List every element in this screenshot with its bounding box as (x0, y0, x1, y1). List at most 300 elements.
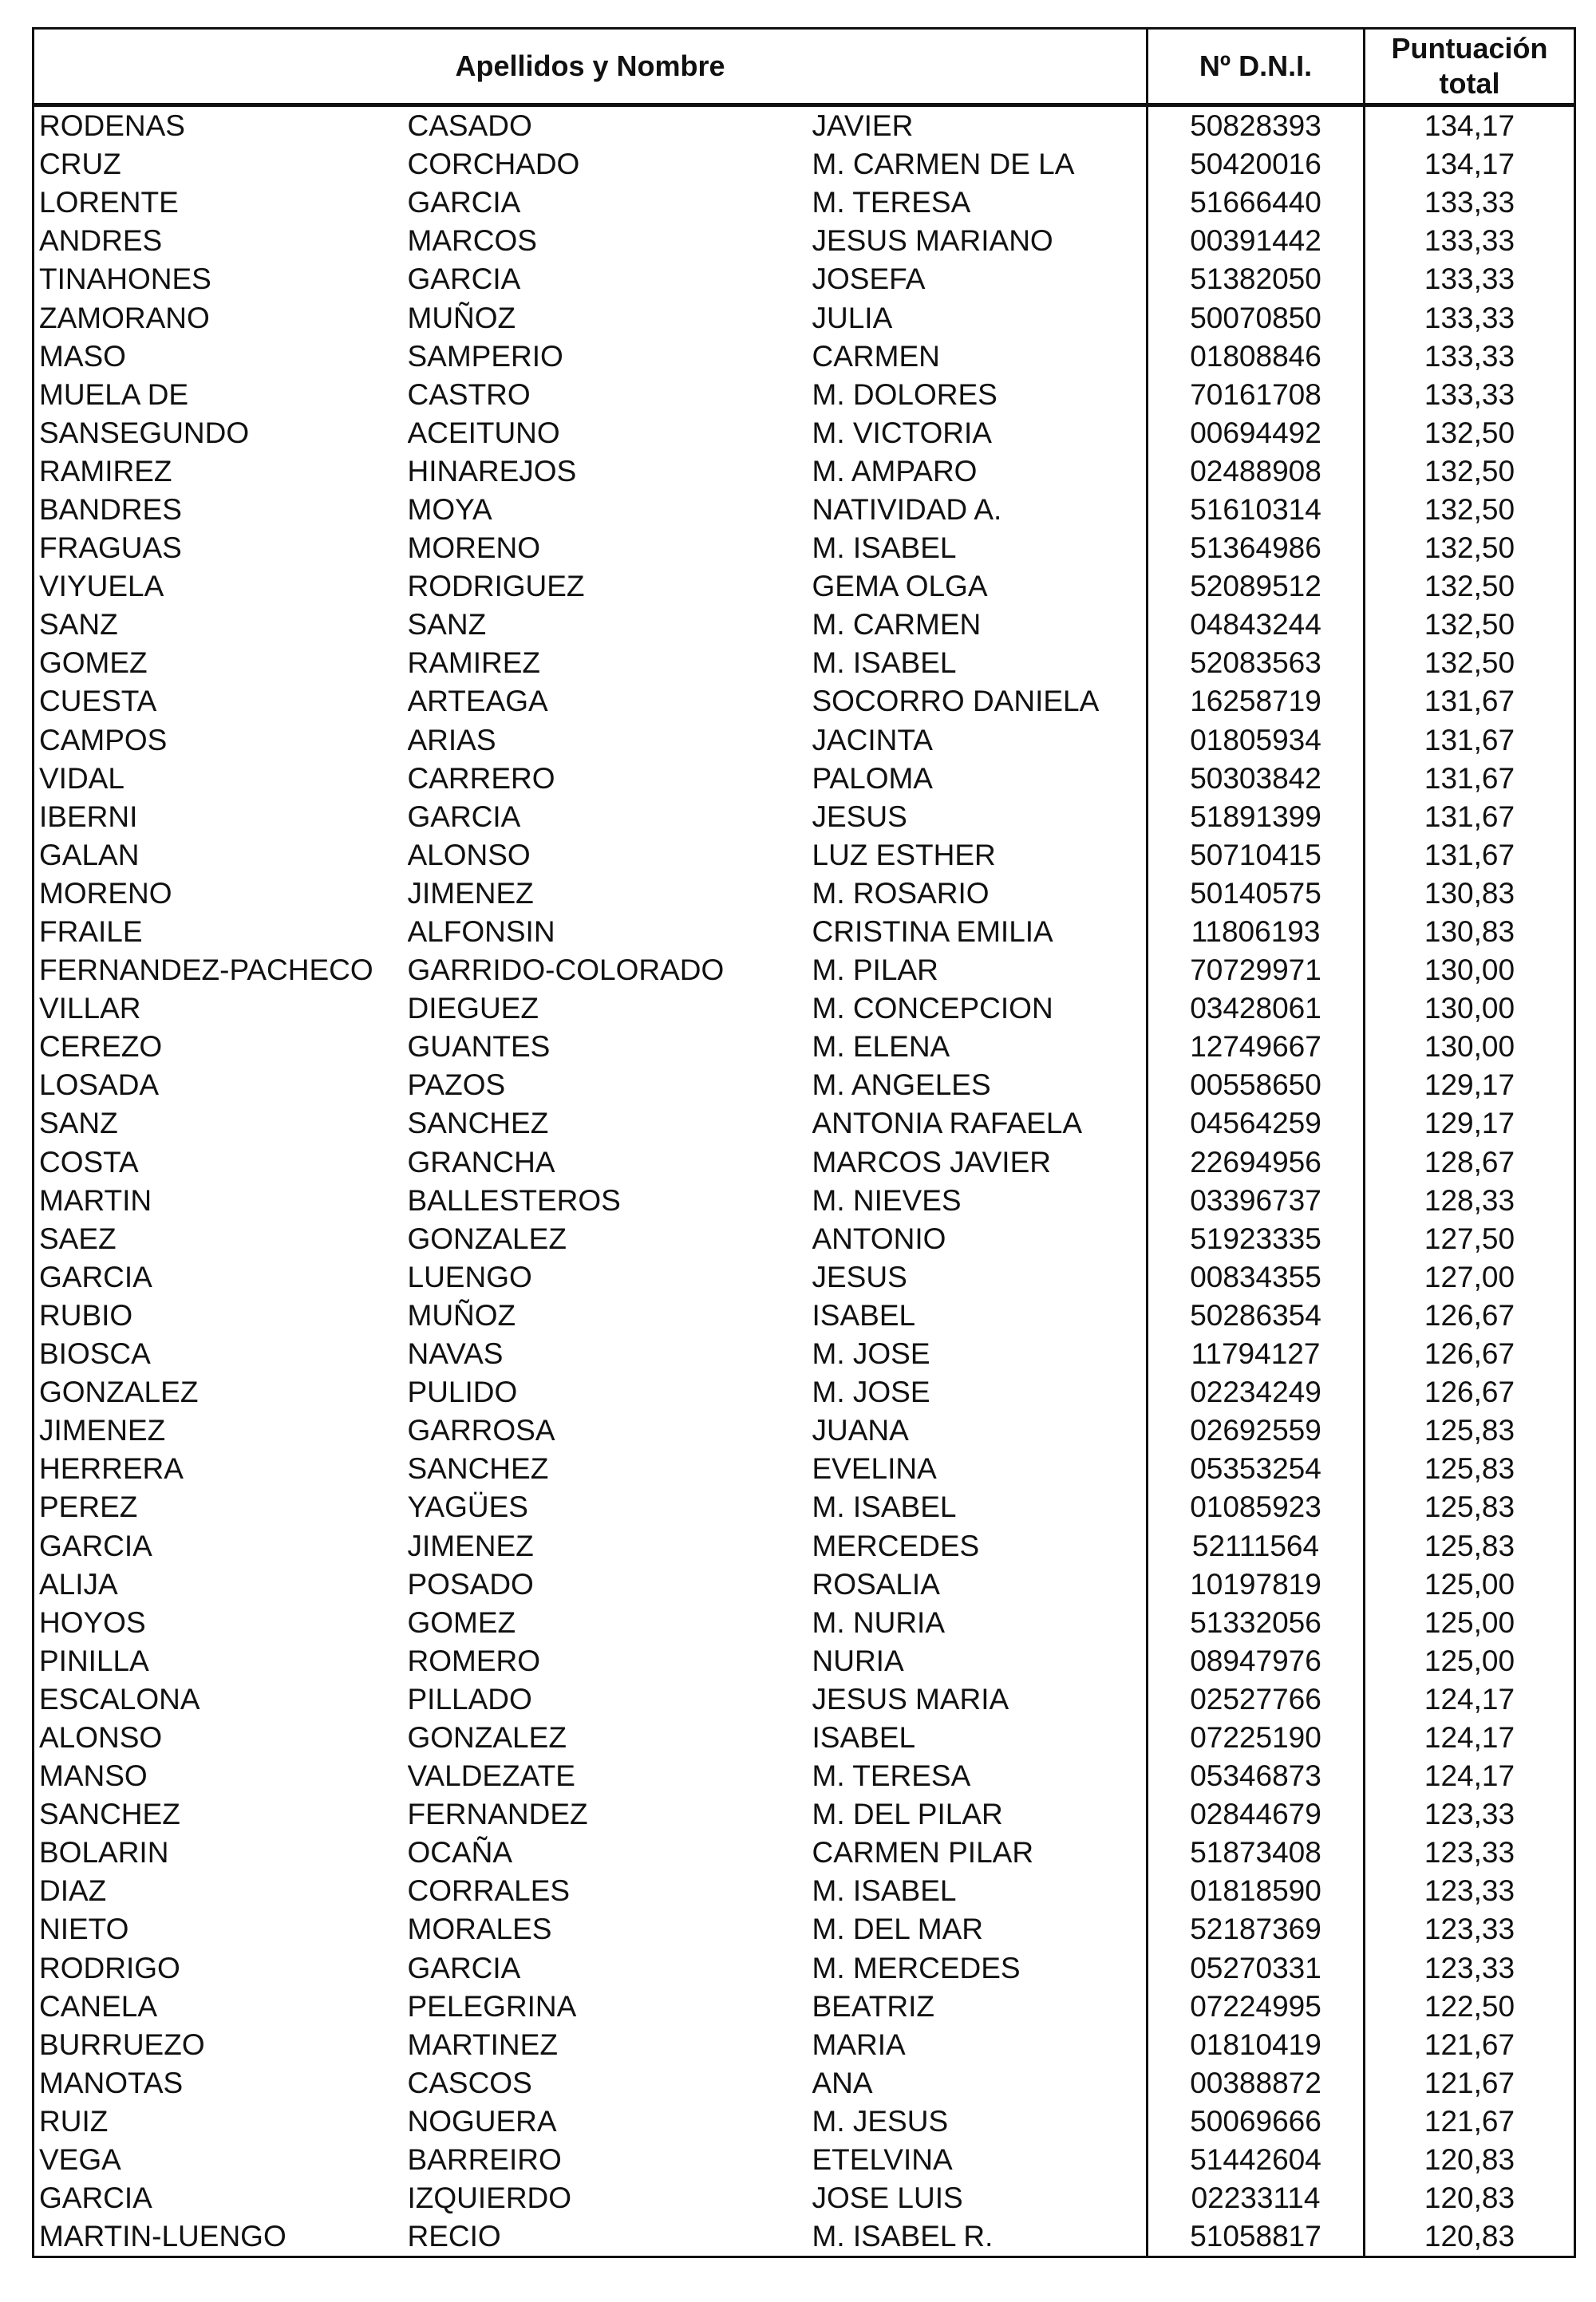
cell-nombre: M. CARMEN (812, 606, 1148, 644)
cell-apellido1: CAMPOS (34, 721, 408, 760)
cell-dni: 08947976 (1148, 1642, 1365, 1680)
cell-apellido2: JIMENEZ (407, 1529, 534, 1562)
cell-dni: 50420016 (1148, 145, 1365, 184)
cell-apellido1: VEGA (34, 2141, 408, 2179)
cell-puntuacion: 120,83 (1365, 2179, 1575, 2217)
table-row (34, 491, 1575, 529)
table-row (34, 875, 1575, 913)
cell-dni: 07225190 (1148, 1719, 1365, 1757)
cell-nombre: M. ELENA (812, 1028, 1148, 1066)
cell-puntuacion: 122,50 (1365, 1988, 1575, 2026)
cell-puntuacion: 121,67 (1365, 2064, 1575, 2103)
cell-nombre: M. DEL PILAR (812, 1795, 1148, 1834)
cell-apellido2: SAMPERIO (407, 339, 563, 373)
table-row (34, 1373, 1575, 1412)
table-row (34, 222, 1575, 260)
cell-dni: 50070850 (1148, 298, 1365, 337)
header-score-line2: total (1439, 67, 1500, 100)
cell-apellido1: TINAHONES (34, 260, 408, 298)
cell-puntuacion: 128,67 (1365, 1143, 1575, 1182)
cell-apellido1: VILLAR (34, 989, 408, 1028)
cell-apellido2: ARIAS (407, 723, 496, 756)
cell-apellido1: RODRIGO (34, 1949, 408, 1988)
cell-puntuacion: 125,83 (1365, 1488, 1575, 1526)
cell-apellido1: LORENTE (34, 184, 408, 222)
cell-apellido1: PEREZ (34, 1488, 408, 1526)
cell-dni: 50286354 (1148, 1297, 1365, 1335)
cell-apellido2: DIEGUEZ (407, 992, 539, 1025)
cell-apellido1: COSTA (34, 1143, 408, 1182)
cell-nombre: NATIVIDAD A. (812, 491, 1148, 529)
table-row (34, 2064, 1575, 2103)
cell-apellido1: MANOTAS (34, 2064, 408, 2103)
cell-puntuacion: 121,67 (1365, 2026, 1575, 2064)
cell-nombre: CRISTINA EMILIA (812, 913, 1148, 951)
cell-nombre: JULIA (812, 298, 1148, 337)
cell-apellido1: SANZ (34, 1104, 408, 1143)
cell-apellido2: POSADO (407, 1567, 534, 1601)
cell-dni: 01805934 (1148, 721, 1365, 760)
cell-apellido2: MUÑOZ (407, 301, 516, 334)
cell-nombre: M. AMPARO (812, 452, 1148, 491)
cell-dni: 51332056 (1148, 1604, 1365, 1642)
cell-nombre: M. MERCEDES (812, 1949, 1148, 1988)
cell-puntuacion: 130,00 (1365, 1028, 1575, 1066)
cell-puntuacion: 126,67 (1365, 1335, 1575, 1373)
cell-apellido2: ACEITUNO (407, 416, 560, 449)
cell-dni: 52187369 (1148, 1910, 1365, 1949)
cell-dni: 52083563 (1148, 644, 1365, 682)
cell-nombre: M. ANGELES (812, 1066, 1148, 1104)
table-row (34, 1028, 1575, 1066)
cell-nombre: CARMEN PILAR (812, 1834, 1148, 1872)
cell-puntuacion: 123,33 (1365, 1910, 1575, 1949)
table-header (34, 29, 1575, 105)
header-score-line1: Puntuación (1391, 32, 1548, 65)
cell-nombre: JOSE LUIS (812, 2179, 1148, 2217)
cell-apellido2: CORCHADO (407, 148, 580, 181)
cell-dni: 51364986 (1148, 529, 1365, 567)
cell-apellido1: SANZ (34, 606, 408, 644)
cell-puntuacion: 130,00 (1365, 951, 1575, 989)
cell-apellido2: SANZ (407, 608, 487, 642)
cell-apellido2: GARCIA (407, 1951, 521, 1984)
table-row (34, 1757, 1575, 1795)
table-row (34, 1680, 1575, 1719)
table-row (34, 989, 1575, 1028)
cell-dni: 00834355 (1148, 1258, 1365, 1297)
cell-dni: 50303842 (1148, 760, 1365, 798)
table-row (34, 2217, 1575, 2257)
cell-nombre: EVELINA (812, 1450, 1148, 1488)
table-row (34, 1642, 1575, 1680)
cell-dni: 51923335 (1148, 1220, 1365, 1258)
cell-apellido1: ALONSO (34, 1719, 408, 1757)
cell-apellido1: GALAN (34, 836, 408, 875)
cell-dni: 05270331 (1148, 1949, 1365, 1988)
cell-puntuacion: 132,50 (1365, 414, 1575, 452)
cell-puntuacion: 123,33 (1365, 1795, 1575, 1834)
cell-apellido2: JIMENEZ (407, 876, 534, 910)
cell-puntuacion: 123,33 (1365, 1834, 1575, 1872)
cell-puntuacion: 127,50 (1365, 1220, 1575, 1258)
cell-apellido2: GARCIA (407, 800, 521, 833)
cell-apellido1: MARTIN (34, 1182, 408, 1220)
table-row (34, 1949, 1575, 1988)
cell-puntuacion: 132,50 (1365, 529, 1575, 567)
cell-puntuacion: 123,33 (1365, 1949, 1575, 1988)
table-row (34, 1488, 1575, 1526)
cell-nombre: M. JESUS (812, 2103, 1148, 2141)
cell-nombre: PALOMA (812, 760, 1148, 798)
cell-apellido1: RUBIO (34, 1297, 408, 1335)
cell-dni: 51442604 (1148, 2141, 1365, 2179)
cell-nombre: M. CONCEPCION (812, 989, 1148, 1028)
header-name: Apellidos y Nombre (34, 29, 1148, 105)
cell-apellido1: IBERNI (34, 798, 408, 836)
cell-nombre: LUZ ESTHER (812, 836, 1148, 875)
cell-puntuacion: 125,83 (1365, 1526, 1575, 1565)
cell-dni: 70729971 (1148, 951, 1365, 989)
cell-puntuacion: 132,50 (1365, 606, 1575, 644)
table-row (34, 1910, 1575, 1949)
cell-apellido2: RECIO (408, 2217, 812, 2257)
table-row (34, 682, 1575, 721)
cell-apellido2: GONZALEZ (407, 1720, 567, 1754)
cell-apellido2: CASTRO (407, 377, 531, 411)
cell-puntuacion: 131,67 (1365, 836, 1575, 875)
candidates-table (32, 27, 1576, 2258)
cell-apellido1: SAEZ (34, 1220, 408, 1258)
cell-dni: 03428061 (1148, 989, 1365, 1028)
cell-puntuacion: 127,00 (1365, 1258, 1575, 1297)
cell-nombre: JOSEFA (812, 260, 1148, 298)
cell-puntuacion: 134,17 (1365, 105, 1575, 146)
cell-dni: 07224995 (1148, 1988, 1365, 2026)
cell-apellido1: HERRERA (34, 1450, 408, 1488)
cell-dni: 22694956 (1148, 1143, 1365, 1182)
cell-nombre: M. ISABEL (812, 529, 1148, 567)
cell-puntuacion: 124,17 (1365, 1680, 1575, 1719)
cell-puntuacion: 125,83 (1365, 1412, 1575, 1450)
cell-dni: 51058817 (1148, 2217, 1365, 2257)
table-row (34, 951, 1575, 989)
table-row (34, 1566, 1575, 1604)
cell-dni: 50710415 (1148, 836, 1365, 875)
cell-apellido1: VIYUELA (34, 567, 408, 606)
table-row (34, 721, 1575, 760)
cell-nombre: JUANA (812, 1412, 1148, 1450)
cell-apellido2: NAVAS (407, 1337, 504, 1371)
cell-puntuacion: 130,83 (1365, 875, 1575, 913)
cell-dni: 51891399 (1148, 798, 1365, 836)
table-row (34, 298, 1575, 337)
cell-apellido1: MUELA DE (34, 376, 408, 414)
cell-apellido2: MORENO (407, 531, 540, 565)
cell-apellido2: IZQUIERDO (407, 2182, 572, 2215)
table-row (34, 1143, 1575, 1182)
cell-dni: 02233114 (1148, 2179, 1365, 2217)
cell-nombre: JAVIER (812, 105, 1148, 146)
cell-nombre: CARMEN (812, 338, 1148, 376)
cell-apellido2: OCAÑA (407, 1836, 513, 1870)
cell-dni: 50828393 (1148, 105, 1365, 146)
cell-nombre: MERCEDES (812, 1526, 1148, 1565)
table-row (34, 913, 1575, 951)
cell-nombre: JESUS MARIA (812, 1680, 1148, 1719)
cell-nombre: JESUS (812, 1258, 1148, 1297)
cell-apellido2: ROMERO (407, 1644, 540, 1677)
header-dni: Nº D.N.I. (1148, 29, 1365, 105)
cell-apellido2: YAGÜES (407, 1491, 528, 1524)
cell-apellido2: GRANCHA (407, 1145, 555, 1179)
table-row (34, 1450, 1575, 1488)
cell-apellido1: GARCIA (34, 2179, 408, 2217)
cell-apellido1: GARCIA (34, 1526, 408, 1565)
cell-apellido2: GUANTES (407, 1030, 551, 1064)
table-row (34, 260, 1575, 298)
cell-dni: 04843244 (1148, 606, 1365, 644)
table-row (34, 1066, 1575, 1104)
cell-dni: 52111564 (1148, 1526, 1365, 1565)
cell-apellido2: PELEGRINA (407, 1989, 577, 2023)
cell-nombre: ISABEL (812, 1297, 1148, 1335)
cell-apellido1: BOLARIN (34, 1834, 408, 1872)
cell-nombre: M. ROSARIO (812, 875, 1148, 913)
cell-apellido2: MOYA (407, 492, 492, 526)
cell-dni: 00558650 (1148, 1066, 1365, 1104)
cell-nombre: ETELVINA (812, 2141, 1148, 2179)
cell-puntuacion: 131,67 (1365, 721, 1575, 760)
cell-dni: 00694492 (1148, 414, 1365, 452)
cell-apellido2: GOMEZ (407, 1605, 516, 1639)
header-row (34, 29, 1575, 105)
cell-dni: 52089512 (1148, 567, 1365, 606)
table-row (34, 1526, 1575, 1565)
cell-puntuacion: 123,33 (1365, 1872, 1575, 1910)
table-row (34, 414, 1575, 452)
cell-apellido1: CEREZO (34, 1028, 408, 1066)
table-row (34, 2179, 1575, 2217)
cell-apellido1: HOYOS (34, 1604, 408, 1642)
cell-puntuacion: 129,17 (1365, 1104, 1575, 1143)
cell-nombre: JACINTA (812, 721, 1148, 760)
cell-apellido2: SANCHEZ (407, 1107, 549, 1140)
cell-dni: 02844679 (1148, 1795, 1365, 1834)
cell-nombre: NURIA (812, 1642, 1148, 1680)
cell-apellido1: FRAILE (34, 913, 408, 951)
table-row (34, 1872, 1575, 1910)
cell-apellido2: VALDEZATE (407, 1759, 575, 1793)
table-row (34, 1988, 1575, 2026)
table-row (34, 184, 1575, 222)
cell-puntuacion: 132,50 (1365, 644, 1575, 682)
cell-apellido2: NOGUERA (407, 2104, 557, 2138)
cell-puntuacion: 126,67 (1365, 1373, 1575, 1412)
table-row (34, 1104, 1575, 1143)
cell-nombre: MARCOS JAVIER (812, 1143, 1148, 1182)
cell-apellido1: ANDRES (34, 222, 408, 260)
cell-apellido1: MASO (34, 338, 408, 376)
cell-dni: 70161708 (1148, 376, 1365, 414)
cell-nombre: ANTONIO (812, 1220, 1148, 1258)
cell-nombre: GEMA OLGA (812, 567, 1148, 606)
cell-dni: 05353254 (1148, 1450, 1365, 1488)
table-row (34, 1719, 1575, 1757)
cell-apellido2: FERNANDEZ (407, 1798, 588, 1831)
cell-apellido1: CANELA (34, 1988, 408, 2026)
cell-apellido1: VIDAL (34, 760, 408, 798)
table-body (34, 105, 1575, 2257)
table-row (34, 2141, 1575, 2179)
cell-apellido1: BIOSCA (34, 1335, 408, 1373)
cell-dni: 02527766 (1148, 1680, 1365, 1719)
cell-apellido1: GARCIA (34, 1258, 408, 1297)
table-row (34, 105, 1575, 146)
table-row (34, 644, 1575, 682)
cell-puntuacion: 125,00 (1365, 1642, 1575, 1680)
cell-puntuacion: 133,33 (1365, 222, 1575, 260)
cell-puntuacion: 121,67 (1365, 2103, 1575, 2141)
cell-nombre: ANTONIA RAFAELA (812, 1104, 1148, 1143)
cell-puntuacion: 133,33 (1365, 260, 1575, 298)
cell-dni: 11794127 (1148, 1335, 1365, 1373)
cell-puntuacion: 129,17 (1365, 1066, 1575, 1104)
cell-dni: 51873408 (1148, 1834, 1365, 1872)
cell-apellido1: FERNANDEZ-PACHECO (34, 951, 408, 989)
cell-puntuacion: 125,83 (1365, 1450, 1575, 1488)
table-row (34, 1220, 1575, 1258)
cell-puntuacion: 120,83 (1365, 2141, 1575, 2179)
table-row (34, 836, 1575, 875)
cell-nombre: M. ISABEL (812, 644, 1148, 682)
cell-nombre: M. DEL MAR (812, 1910, 1148, 1949)
cell-apellido2: RAMIREZ (407, 646, 540, 680)
cell-puntuacion: 133,33 (1365, 184, 1575, 222)
cell-apellido1: MORENO (34, 875, 408, 913)
cell-nombre: ROSALIA (812, 1566, 1148, 1604)
cell-apellido1: CRUZ (34, 145, 408, 184)
cell-nombre: M. NURIA (812, 1604, 1148, 1642)
cell-dni: 01808846 (1148, 338, 1365, 376)
cell-puntuacion: 124,17 (1365, 1719, 1575, 1757)
table-row (34, 606, 1575, 644)
cell-nombre: M. TERESA (812, 184, 1148, 222)
cell-dni: 16258719 (1148, 682, 1365, 721)
cell-puntuacion: 130,83 (1365, 913, 1575, 951)
cell-apellido1: JIMENEZ (34, 1412, 408, 1450)
cell-apellido1: ALIJA (34, 1566, 408, 1604)
cell-apellido2: GARCIA (407, 186, 521, 219)
header-score (1365, 29, 1575, 105)
cell-nombre: ANA (812, 2064, 1148, 2103)
cell-apellido1: CUESTA (34, 682, 408, 721)
cell-puntuacion: 125,00 (1365, 1604, 1575, 1642)
cell-nombre: M. PILAR (812, 951, 1148, 989)
cell-apellido2: CASADO (407, 109, 532, 143)
cell-apellido2: BARREIRO (407, 2143, 562, 2177)
cell-apellido2: CARRERO (407, 761, 555, 795)
cell-apellido1: SANCHEZ (34, 1795, 408, 1834)
cell-dni: 00391442 (1148, 222, 1365, 260)
cell-apellido2: ALFONSIN (407, 915, 555, 949)
cell-dni: 00388872 (1148, 2064, 1365, 2103)
table-row (34, 529, 1575, 567)
cell-apellido1: DIAZ (34, 1872, 408, 1910)
cell-apellido2: PULIDO (407, 1376, 518, 1409)
cell-puntuacion: 133,33 (1365, 376, 1575, 414)
cell-apellido1: PINILLA (34, 1642, 408, 1680)
cell-puntuacion: 133,33 (1365, 338, 1575, 376)
table-row (34, 1604, 1575, 1642)
table-row (34, 1182, 1575, 1220)
cell-dni: 02488908 (1148, 452, 1365, 491)
table-row (34, 1412, 1575, 1450)
cell-apellido1: BANDRES (34, 491, 408, 529)
cell-dni: 02692559 (1148, 1412, 1365, 1450)
cell-apellido1: LOSADA (34, 1066, 408, 1104)
cell-apellido1: SANSEGUNDO (34, 414, 408, 452)
cell-nombre: MARIA (812, 2026, 1148, 2064)
cell-dni: 10197819 (1148, 1566, 1365, 1604)
cell-apellido2: BALLESTEROS (407, 1183, 621, 1217)
cell-nombre: JESUS (812, 798, 1148, 836)
cell-apellido2: MARTINEZ (407, 2028, 558, 2061)
cell-apellido1: FRAGUAS (34, 529, 408, 567)
cell-puntuacion: 132,50 (1365, 567, 1575, 606)
table-row (34, 145, 1575, 184)
cell-puntuacion: 130,00 (1365, 989, 1575, 1028)
cell-nombre: M. DOLORES (812, 376, 1148, 414)
cell-apellido1: MANSO (34, 1757, 408, 1795)
cell-apellido2: CASCOS (407, 2066, 532, 2099)
cell-puntuacion: 132,50 (1365, 491, 1575, 529)
cell-apellido2: GARROSA (407, 1414, 555, 1447)
cell-dni: 01810419 (1148, 2026, 1365, 2064)
cell-apellido1: RAMIREZ (34, 452, 408, 491)
cell-apellido1: BURRUEZO (34, 2026, 408, 2064)
cell-apellido2: MARCOS (407, 224, 537, 258)
table-row (34, 2103, 1575, 2141)
cell-nombre: BEATRIZ (812, 1988, 1148, 2026)
cell-apellido1: ZAMORANO (34, 298, 408, 337)
cell-apellido2: SANCHEZ (407, 1452, 549, 1486)
cell-dni: 50069666 (1148, 2103, 1365, 2141)
cell-nombre: M. NIEVES (812, 1182, 1148, 1220)
table-row (34, 2026, 1575, 2064)
cell-puntuacion: 128,33 (1365, 1182, 1575, 1220)
cell-apellido1: ESCALONA (34, 1680, 408, 1719)
cell-apellido2: PILLADO (407, 1682, 532, 1716)
cell-apellido2: MORALES (407, 1913, 552, 1946)
cell-puntuacion: 133,33 (1365, 298, 1575, 337)
cell-apellido1: GOMEZ (34, 644, 408, 682)
cell-apellido2: GARRIDO-COLORADO (407, 954, 725, 987)
cell-puntuacion: 131,67 (1365, 682, 1575, 721)
cell-puntuacion: 134,17 (1365, 145, 1575, 184)
table-row (34, 376, 1575, 414)
cell-dni: 02234249 (1148, 1373, 1365, 1412)
cell-nombre: M. ISABEL (812, 1872, 1148, 1910)
cell-puntuacion: 125,00 (1365, 1566, 1575, 1604)
cell-apellido2: MUÑOZ (407, 1298, 516, 1332)
cell-apellido1: GONZALEZ (34, 1373, 408, 1412)
cell-apellido2: ALONSO (407, 838, 531, 871)
cell-dni: 04564259 (1148, 1104, 1365, 1143)
cell-dni: 51610314 (1148, 491, 1365, 529)
table-row (34, 798, 1575, 836)
cell-puntuacion: 131,67 (1365, 760, 1575, 798)
